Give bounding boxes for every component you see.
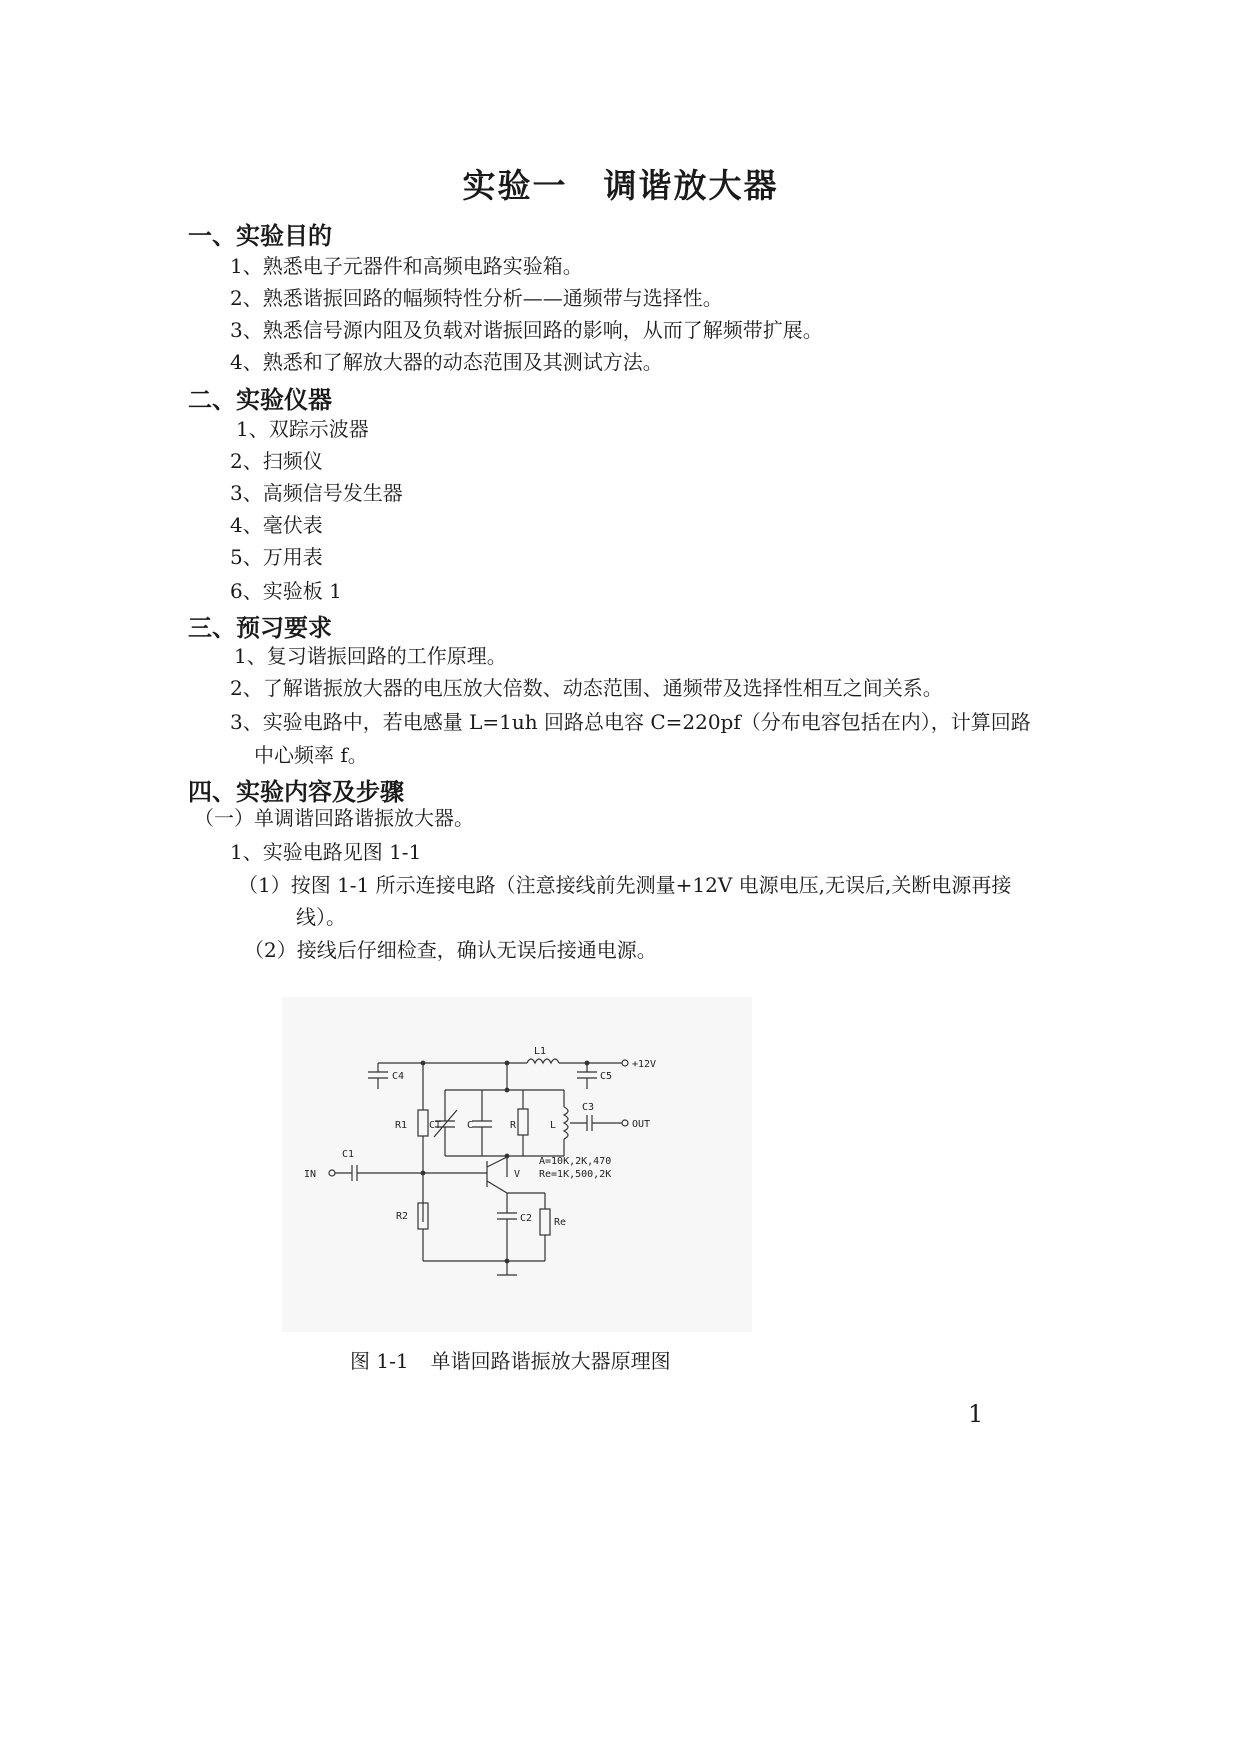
label-c3: C3 <box>582 1102 595 1113</box>
figure-title: 单谐回路谐振放大器原理图 <box>430 1349 671 1373</box>
list-item: 2、熟悉谐振回路的幅频特性分析——通频带与选择性。 <box>230 286 723 310</box>
list-item: 1、实验电路见图 1-1 <box>230 840 422 864</box>
label-ct: CT <box>429 1120 442 1131</box>
list-item: 2、扫频仪 <box>230 449 323 473</box>
list-item: 5、万用表 <box>230 545 323 569</box>
label-l: L <box>550 1120 557 1131</box>
label-l1: L1 <box>534 1046 547 1057</box>
section-heading-instruments: 二、实验仪器 <box>188 386 332 414</box>
list-item: 1、熟悉电子元器件和高频电路实验箱。 <box>230 254 583 278</box>
list-item: 中心频率 f。 <box>254 743 368 767</box>
list-item: 3、实验电路中，若电感量 L=1uh 回路总电容 C=220pf（分布电容包括在内），计算回路 <box>230 710 1031 734</box>
label-c1: C1 <box>342 1149 355 1160</box>
list-item: 1、双踪示波器 <box>236 417 369 441</box>
subsection-heading: （一）单调谐回路谐振放大器。 <box>194 806 474 830</box>
label-c: C <box>467 1120 474 1131</box>
label-in: IN <box>304 1169 317 1180</box>
label-a-values: A=10K,2K,470 <box>539 1156 612 1167</box>
label-out: OUT <box>632 1119 651 1130</box>
label-c2: C2 <box>520 1213 533 1224</box>
list-item: 3、高频信号发生器 <box>230 481 403 505</box>
label-r1: R1 <box>395 1120 408 1131</box>
list-item: 线）。 <box>296 905 346 929</box>
list-item: 4、熟悉和了解放大器的动态范围及其测试方法。 <box>230 350 663 374</box>
figure-number: 图 1-1 <box>350 1349 409 1373</box>
list-item: 1、复习谐振回路的工作原理。 <box>234 644 507 668</box>
label-c5: C5 <box>600 1071 613 1082</box>
label-re: Re <box>554 1217 567 1228</box>
figure-caption <box>350 1345 671 1374</box>
list-item: 6、实验板 1 <box>230 579 342 603</box>
list-item: 3、熟悉信号源内阻及负载对谐振回路的影响，从而了解频带扩展。 <box>230 318 823 342</box>
list-item: （2）接线后仔细检查，确认无误后接通电源。 <box>244 938 657 962</box>
label-transistor: V <box>514 1169 521 1180</box>
section-heading-preview: 三、预习要求 <box>188 614 332 642</box>
label-r2: R2 <box>396 1211 409 1222</box>
list-item: 2、了解谐振放大器的电压放大倍数、动态范围、通频带及选择性相互之间关系。 <box>230 676 943 700</box>
section-heading-procedure: 四、实验内容及步骤 <box>188 778 404 806</box>
section-heading-purpose: 一、实验目的 <box>188 222 332 250</box>
label-c4: C4 <box>392 1071 405 1082</box>
label-re-values: Re=1K,500,2K <box>539 1169 612 1180</box>
list-item: 4、毫伏表 <box>230 513 323 537</box>
label-vcc: +12V <box>632 1059 657 1070</box>
circuit-diagram <box>282 997 752 1332</box>
list-item: （1）按图 1-1 所示连接电路（注意接线前先测量+12V 电源电压,无误后,关断电源再接 <box>238 873 1012 897</box>
label-r: R <box>510 1120 517 1131</box>
page-number: 1 <box>968 1400 984 1428</box>
title-experiment-number: 实验一 <box>462 166 568 205</box>
title-experiment-name: 调谐放大器 <box>603 166 779 205</box>
page-title <box>0 160 1241 207</box>
